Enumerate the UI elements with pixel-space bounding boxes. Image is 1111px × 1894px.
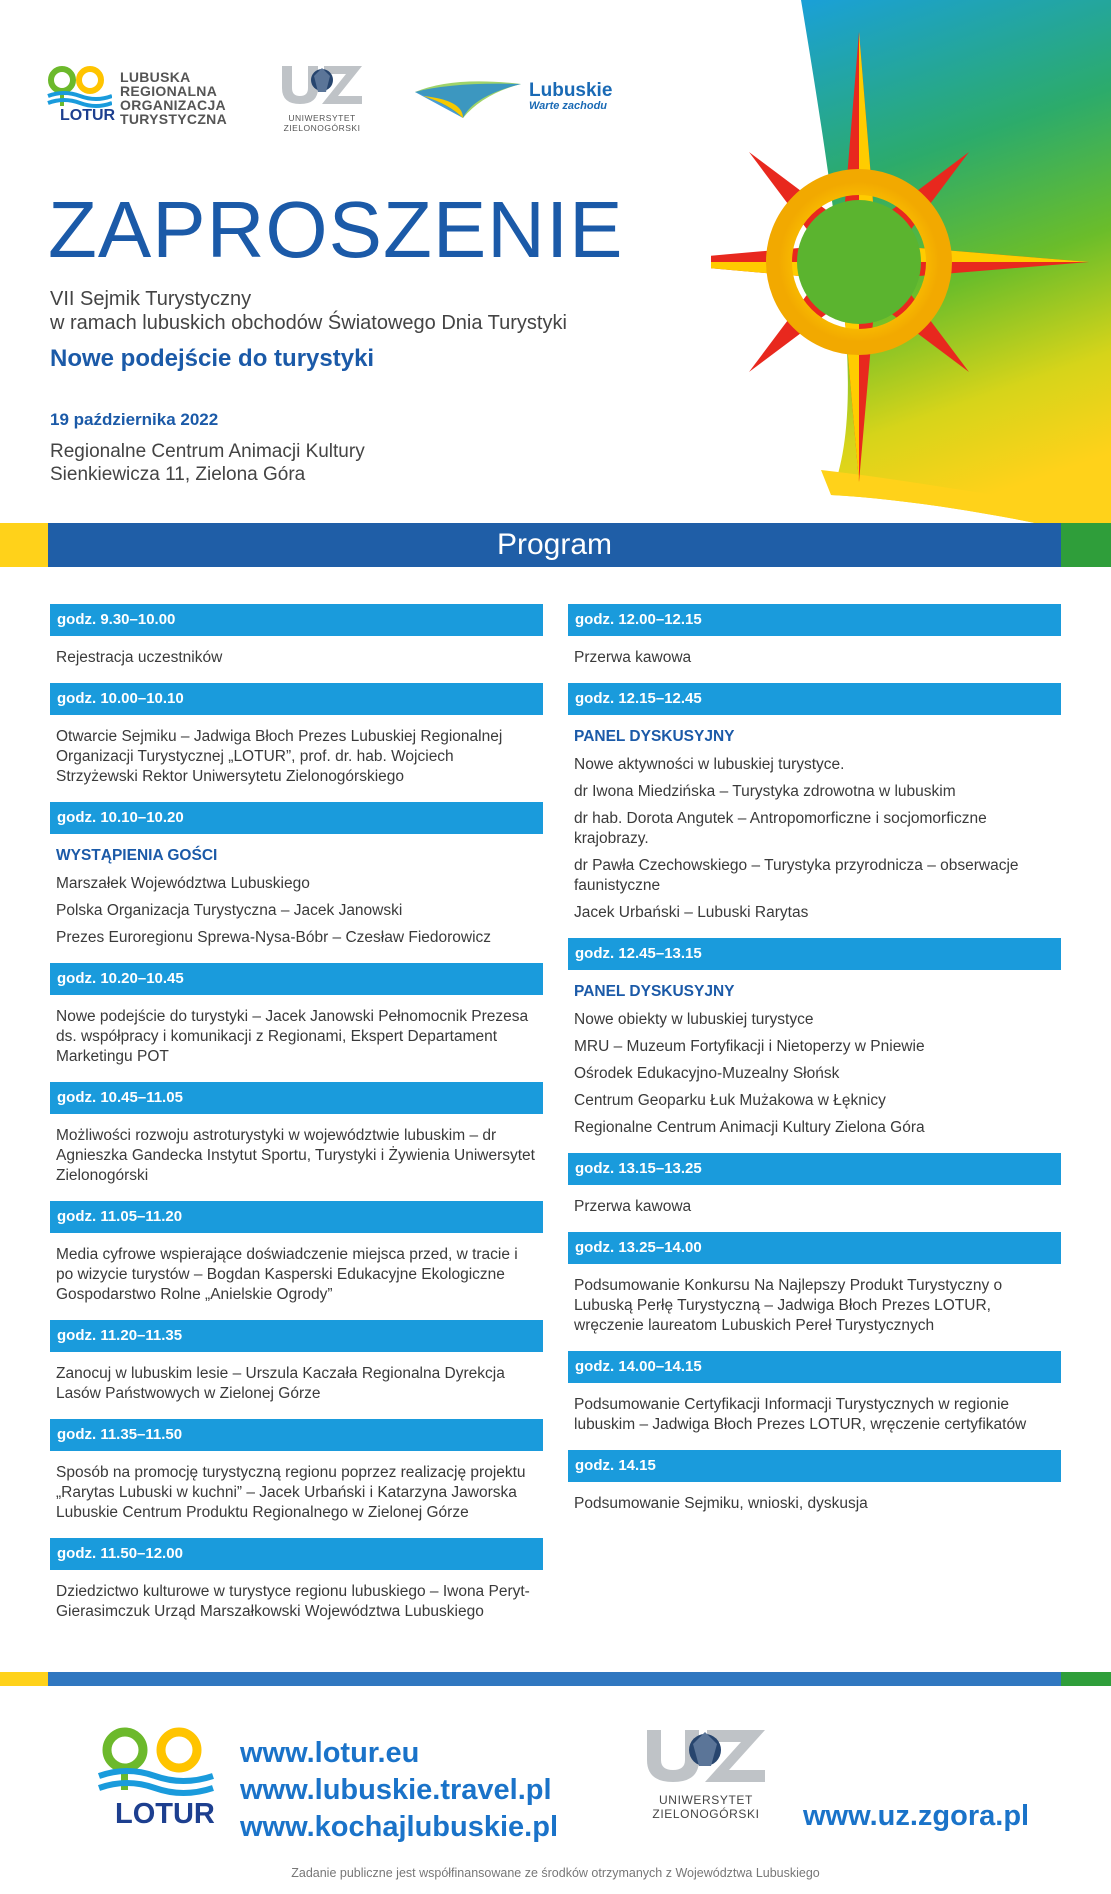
time-slot: godz. 13.15–13.25 — [568, 1153, 1061, 1185]
schedule-entry — [50, 636, 543, 683]
schedule-entry — [568, 1482, 1061, 1529]
schedule-entry — [568, 1185, 1061, 1232]
time-slot: godz. 14.15 — [568, 1450, 1061, 1482]
uz-name: UNIWERSYTET ZIELONOGÓRSKI — [652, 1793, 760, 1821]
lubuskie-tagline: Warte zachodu — [529, 100, 608, 112]
time-slot: godz. 10.00–10.10 — [50, 683, 543, 715]
schedule-item: Przerwa kawowa — [574, 649, 692, 666]
schedule-item: Ośrodek Edukacyjno-Muzealny Słońsk — [574, 1065, 840, 1082]
footer-divider — [0, 1672, 1111, 1686]
program-heading: Program — [496, 528, 613, 561]
link-kochajlubuskie[interactable]: www.kochajlubuskie.pl — [240, 1811, 558, 1843]
schedule-item: Nowe podejście do turystyki – Jacek Janowski Pełnomocnik Prezesa ds. współpracy i komunikacji z Regionami, Ekspert Departament Marketingu POT — [56, 1008, 529, 1065]
event-venue: Regionalne Centrum Animacji Kultury Sienkiewicza 11, Zielona Góra — [50, 441, 365, 485]
lotur-wordmark: LOTUR — [60, 107, 116, 124]
schedule-right-column — [568, 604, 1061, 1529]
time-slot: godz. 12.45–13.15 — [568, 938, 1061, 970]
schedule-entry — [50, 834, 543, 963]
schedule-item: dr Iwona Miedzińska – Turystyka zdrowotna w lubuskim — [574, 783, 956, 800]
time-slot: godz. 11.20–11.35 — [50, 1320, 543, 1352]
schedule-item: Rejestracja uczestników — [56, 649, 223, 666]
schedule-item: Polska Organizacja Turystyczna – Jacek Janowski — [56, 902, 403, 919]
schedule-entry — [50, 1233, 543, 1320]
lubuskie-logo — [413, 72, 612, 122]
time-slot: godz. 13.25–14.00 — [568, 1232, 1061, 1264]
schedule-entry — [50, 1352, 543, 1419]
schedule-entry — [568, 636, 1061, 683]
panel-heading: PANEL DYSKUSYJNY — [574, 983, 735, 1000]
compass-wave-graphic — [711, 0, 1111, 540]
eagle-emblem-icon — [278, 60, 366, 108]
time-slot: godz. 10.45–11.05 — [50, 1082, 543, 1114]
lotur-org-name: LUBUSKA REGIONALNA ORGANIZACJA TURYSTYCZNA — [120, 69, 228, 127]
panel-heading: WYSTĄPIENIA GOŚCI — [56, 847, 218, 864]
time-slot: godz. 14.00–14.15 — [568, 1351, 1061, 1383]
uz-logo — [272, 60, 372, 133]
schedule-item: Dziedzictwo kulturowe w turystyce regionu lubuskiego – Iwona Peryt-Gierasimczuk Urząd Marszałkowski Województwa Lubuskiego — [56, 1583, 530, 1620]
schedule-entry — [568, 715, 1061, 938]
lubuskie-name: Lubuskie — [529, 80, 613, 101]
lotur-rings-icon — [95, 1726, 215, 1798]
schedule-item: MRU – Muzeum Fortyfikacji i Nietoperzy w Pniewie — [574, 1038, 925, 1055]
footer-uz-logo — [636, 1722, 776, 1821]
schedule-entry — [568, 1264, 1061, 1351]
time-slot: godz. 11.05–11.20 — [50, 1201, 543, 1233]
schedule-item: dr hab. Dorota Angutek – Antropomorficzne i socjomorficzne krajobrazy. — [574, 810, 987, 847]
schedule-item: Otwarcie Sejmiku – Jadwiga Błoch Prezes Lubuskiej Regionalnej Organizacji Turystycznej „LOTUR”, prof. dr. hab. Wojciech Strzyżewski Rektor Uniwersytetu Zielonogórskiego — [56, 728, 503, 785]
schedule-item: Marszałek Województwa Lubuskiego — [56, 875, 310, 892]
schedule-entry — [50, 715, 543, 802]
schedule-item: Podsumowanie Konkursu Na Najlepszy Produkt Turystyczny o Lubuską Perłę Turystyczną – Jadwiga Błoch Prezes LOTUR, wręczenie laureatom Lubuskich Pereł Turystycznych — [574, 1277, 1003, 1334]
schedule-item: Media cyfrowe wspierające doświadczenie miejsca przed, w tracie i po wizycie turystów – Bogdan Kasperski Edukacyjne Ekologiczne Gospodarstwo Rolne „Anielskie Ogrody” — [56, 1246, 518, 1303]
schedule-entry — [568, 970, 1061, 1153]
schedule-entry — [50, 1451, 543, 1538]
schedule-item: Możliwości rozwoju astroturystyki w województwie lubuskim – dr Agnieszka Gandecka Instytut Sportu, Turystyki i Żywienia Uniwersytet Zielonogórski — [56, 1127, 535, 1184]
lubuskie-wave-icon — [413, 72, 523, 122]
time-slot: godz. 12.00–12.15 — [568, 604, 1061, 636]
event-headline: Nowe podejście do turystyki — [50, 345, 375, 372]
schedule-item: Jacek Urbański – Lubuski Rarytas — [574, 904, 809, 921]
panel-heading: PANEL DYSKUSYJNY — [574, 728, 735, 745]
event-date: 19 października 2022 — [50, 410, 219, 429]
lotur-rings-icon — [46, 66, 116, 128]
schedule-item: dr Pawła Czechowskiego – Turystyka przyrodnicza – obserwacje faunistyczne — [574, 857, 1019, 894]
schedule-item: Podsumowanie Sejmiku, wnioski, dyskusja — [574, 1495, 868, 1512]
schedule-item: Prezes Euroregionu Sprewa-Nysa-Bóbr – Czesław Fiedorowicz — [56, 929, 492, 946]
time-slot: godz. 10.10–10.20 — [50, 802, 543, 834]
schedule-entry — [50, 995, 543, 1082]
time-slot: godz. 11.50–12.00 — [50, 1538, 543, 1570]
page-title: ZAPROSZENIE — [48, 185, 624, 274]
schedule-item: Podsumowanie Certyfikacji Informacji Turystycznych w regionie lubuskim – Jadwiga Błoch Prezes LOTUR, wręczenie certyfikatów — [574, 1396, 1027, 1433]
time-slot: godz. 9.30–10.00 — [50, 604, 543, 636]
footer-links — [240, 1735, 558, 1846]
event-subtitle: VII Sejmik Turystyczny w ramach lubuskich obchodów Światowego Dnia Turystyki — [50, 288, 567, 334]
schedule-item: Sposób na promocję turystyczną regionu poprzez realizację projektu „Rarytas Lubuski w kuchni” – Jacek Urbański i Katarzyna Jaworska Lubuskie Centrum Produktu Regionalnego w Zielonej Górze — [56, 1464, 526, 1521]
time-slot: godz. 12.15–12.45 — [568, 683, 1061, 715]
schedule-item: Nowe aktywności w lubuskiej turystyce. — [574, 756, 845, 773]
schedule-entry — [50, 1114, 543, 1201]
time-slot: godz. 11.35–11.50 — [50, 1419, 543, 1451]
eagle-emblem-icon — [641, 1722, 771, 1788]
schedule-item: Nowe obiekty w lubuskiej turystyce — [574, 1011, 814, 1028]
funding-disclaimer: Zadanie publiczne jest współfinansowane ze środków otrzymanych z Województwa Lubuskiego — [291, 1866, 820, 1880]
link-lotur[interactable]: www.lotur.eu — [240, 1737, 420, 1769]
lotur-wordmark: LOTUR — [115, 1798, 215, 1830]
link-uz[interactable]: www.uz.zgora.pl — [803, 1800, 1030, 1832]
schedule-item: Centrum Geoparku Łuk Mużakowa w Łęknicy — [574, 1092, 886, 1109]
schedule-item: Regionalne Centrum Animacji Kultury Zielona Góra — [574, 1119, 925, 1136]
schedule-entry — [568, 1383, 1061, 1450]
link-lubuskie-travel[interactable]: www.lubuskie.travel.pl — [240, 1774, 552, 1806]
schedule-item: Zanocuj w lubuskim lesie – Urszula Kaczała Regionalna Dyrekcja Lasów Państwowych w Zielonej Górze — [56, 1365, 505, 1402]
schedule-entry — [50, 1570, 543, 1637]
time-slot: godz. 10.20–10.45 — [50, 963, 543, 995]
lotur-logo — [46, 66, 227, 128]
uz-name: UNIWERSYTET ZIELONOGÓRSKI — [283, 113, 361, 133]
schedule-left-column — [50, 604, 543, 1637]
footer-lotur-logo — [95, 1726, 215, 1830]
schedule-item: Przerwa kawowa — [574, 1198, 692, 1215]
program-banner — [0, 523, 1111, 567]
